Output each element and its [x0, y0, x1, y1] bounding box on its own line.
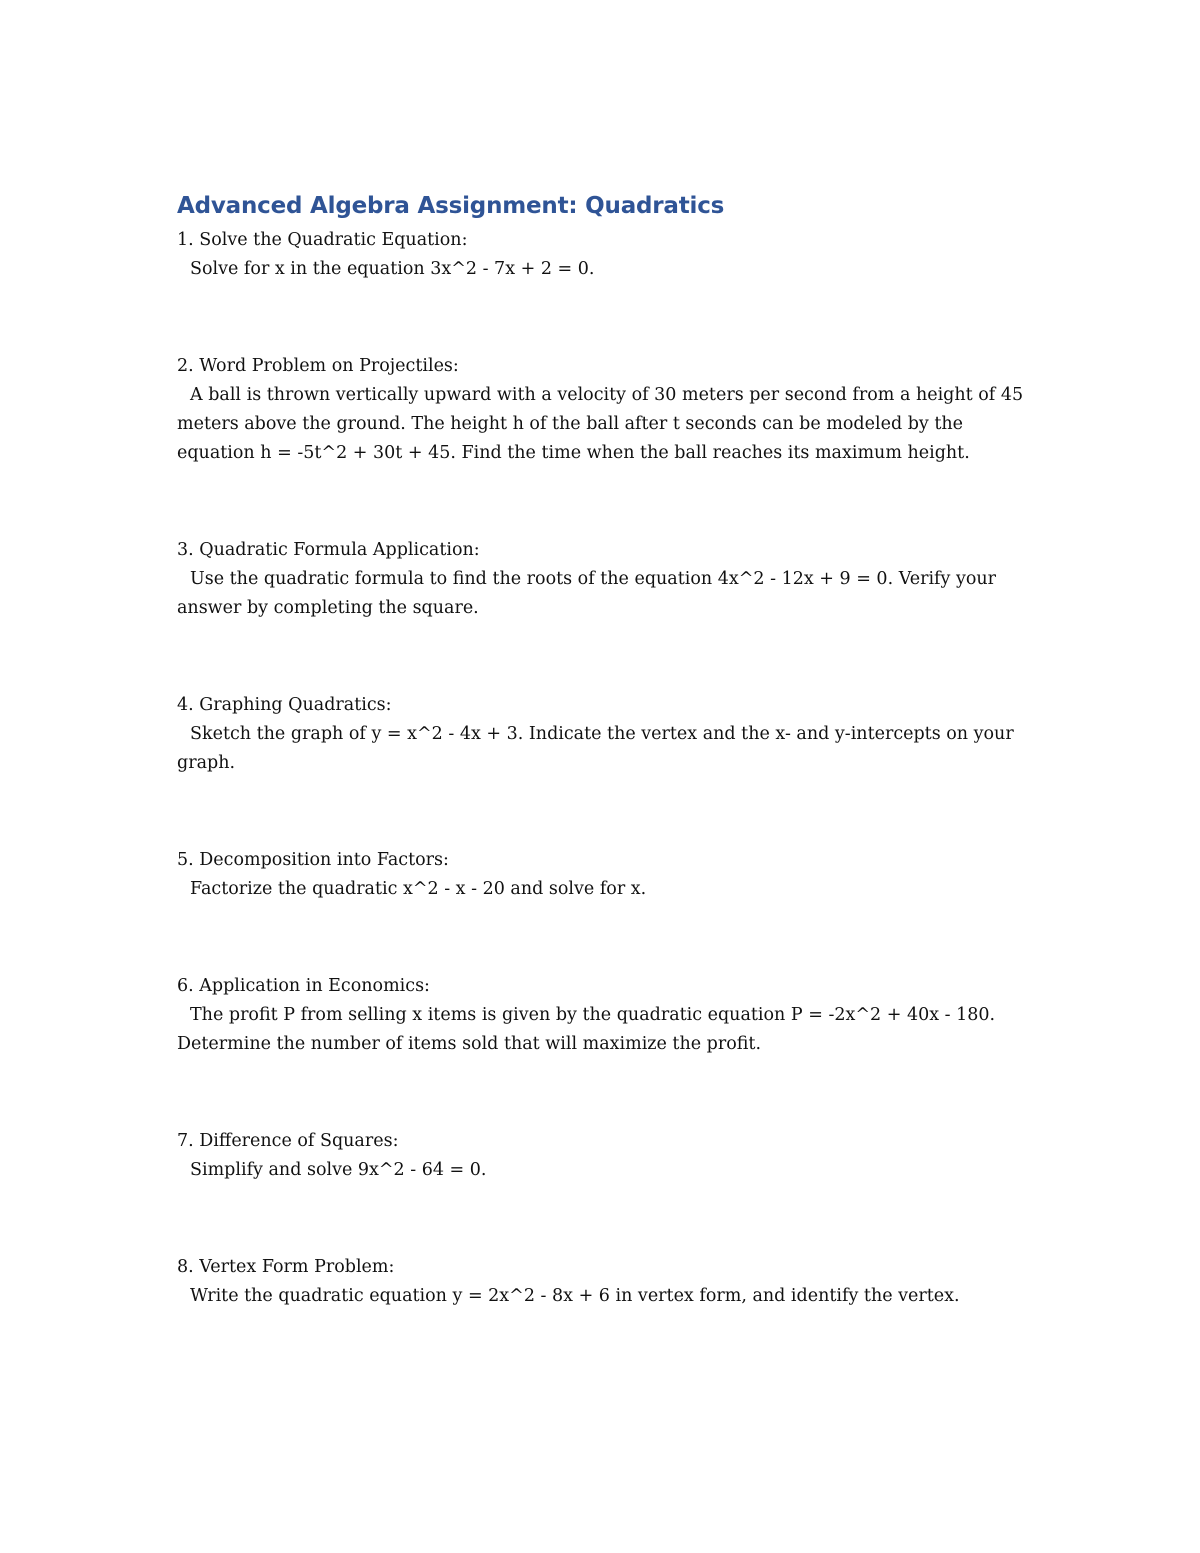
problem-heading: 7. Difference of Squares:	[177, 1131, 399, 1151]
problem-heading: 8. Vertex Form Problem:	[177, 1257, 395, 1277]
problem-6	[177, 972, 1037, 1059]
problem-heading: 4. Graphing Quadratics:	[177, 695, 392, 715]
problem-body: Use the quadratic formula to find the roots of the equation 4x^2 - 12x + 9 = 0. Verify your answer by completing the square.	[177, 569, 997, 618]
problem-7	[177, 1127, 1037, 1185]
problem-heading: 1. Solve the Quadratic Equation:	[177, 230, 468, 250]
problem-heading: 3. Quadratic Formula Application:	[177, 540, 480, 560]
problem-3	[177, 536, 1037, 623]
problem-1	[177, 226, 1037, 284]
problem-body: Solve for x in the equation 3x^2 - 7x + 2 = 0.	[190, 259, 595, 279]
problem-body: A ball is thrown vertically upward with a velocity of 30 meters per second from a height of 45 meters above the ground. The height h of the ball after t seconds can be modeled by the equation h = -5t^2 + 30t + 45. Find the time when the ball reaches its maximum height.	[177, 385, 1024, 463]
problem-body: Sketch the graph of y = x^2 - 4x + 3. Indicate the vertex and the x- and y-intercepts on your graph.	[177, 724, 1014, 773]
document-title: Advanced Algebra Assignment: Quadratics	[177, 193, 725, 219]
problem-body: Simplify and solve 9x^2 - 64 = 0.	[190, 1160, 487, 1180]
problem-8	[177, 1253, 1037, 1311]
problem-body: Write the quadratic equation y = 2x^2 - 8x + 6 in vertex form, and identify the vertex.	[190, 1286, 960, 1306]
problem-body: Factorize the quadratic x^2 - x - 20 and solve for x.	[190, 879, 647, 899]
document-content	[177, 190, 1037, 1311]
problem-body: The profit P from selling x items is given by the quadratic equation P = -2x^2 + 40x - 180. Determine the number of items sold that will maximize the profit.	[177, 1005, 996, 1054]
problem-heading: 2. Word Problem on Projectiles:	[177, 356, 459, 376]
problem-5	[177, 846, 1037, 904]
problem-4	[177, 691, 1037, 778]
problem-heading: 5. Decomposition into Factors:	[177, 850, 449, 870]
problem-2	[177, 352, 1037, 468]
problem-heading: 6. Application in Economics:	[177, 976, 430, 996]
